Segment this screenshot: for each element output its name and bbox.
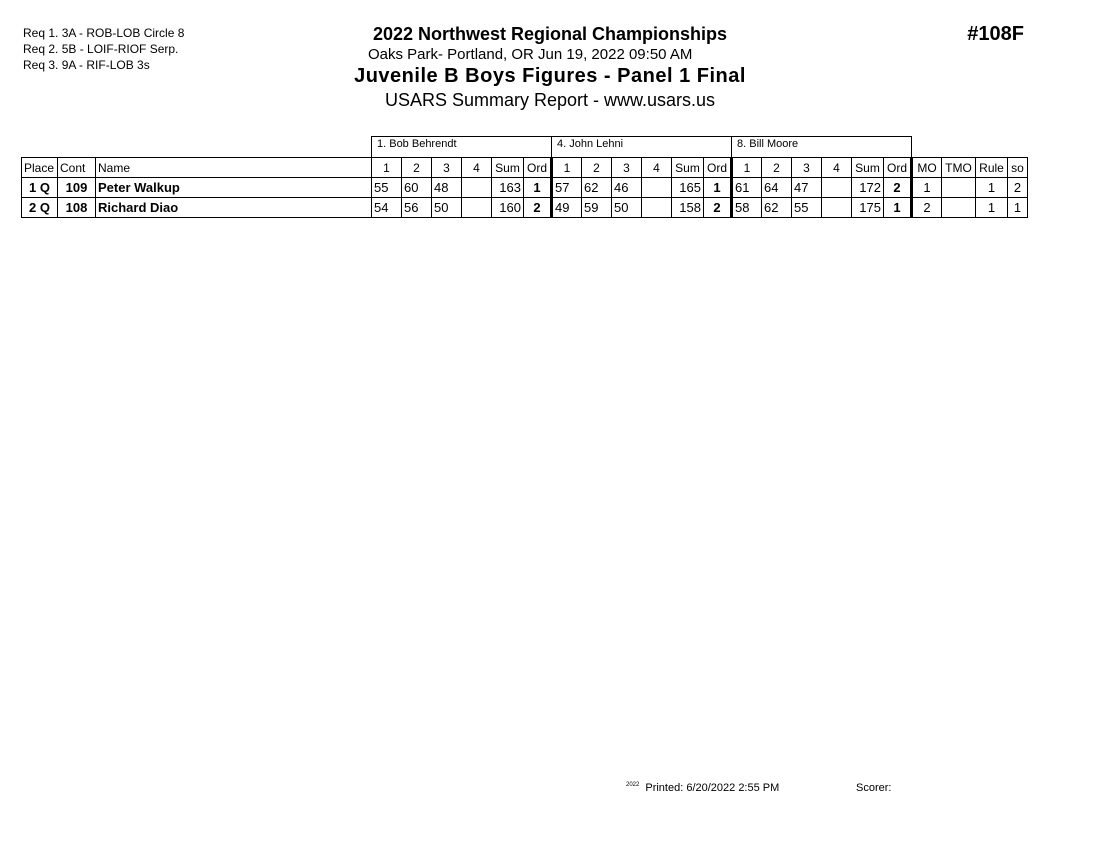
rule-cell: 1: [976, 198, 1008, 218]
results-table: [21, 136, 1028, 218]
sum-cell: 160: [492, 198, 524, 218]
col-j3-2: 2: [762, 158, 792, 178]
col-j2-4: 4: [642, 158, 672, 178]
scorer-label: Scorer:: [856, 782, 892, 794]
ord-cell: 1: [884, 198, 912, 218]
score-cell: [462, 178, 492, 198]
col-name: Name: [96, 158, 372, 178]
place-cell: 2 Q: [22, 198, 58, 218]
col-j2-ord: Ord: [704, 158, 732, 178]
so-cell: 1: [1008, 198, 1028, 218]
score-cell: 55: [372, 178, 402, 198]
tmo-cell: [942, 198, 976, 218]
judge-2-name: 4. John Lehni: [552, 137, 732, 158]
score-cell: 49: [552, 198, 582, 218]
col-j1-sum: Sum: [492, 158, 524, 178]
skater-name: Peter Walkup: [96, 178, 372, 198]
judge-3-name: 8. Bill Moore: [732, 137, 912, 158]
score-cell: 62: [762, 198, 792, 218]
column-header-row: [22, 158, 1028, 178]
col-cont: Cont: [58, 158, 96, 178]
score-cell: [642, 178, 672, 198]
score-cell: 57: [552, 178, 582, 198]
cont-cell: 109: [58, 178, 96, 198]
printed-info: [626, 782, 779, 794]
col-place: Place: [22, 158, 58, 178]
col-j3-4: 4: [822, 158, 852, 178]
sum-cell: 158: [672, 198, 704, 218]
score-cell: 58: [732, 198, 762, 218]
score-cell: [642, 198, 672, 218]
score-cell: 62: [582, 178, 612, 198]
score-cell: 56: [402, 198, 432, 218]
table-row: [22, 198, 1028, 218]
ord-cell: 2: [884, 178, 912, 198]
score-cell: 48: [432, 178, 462, 198]
score-cell: [822, 178, 852, 198]
rule-cell: 1: [976, 178, 1008, 198]
col-j3-3: 3: [792, 158, 822, 178]
place-cell: 1 Q: [22, 178, 58, 198]
col-j3-sum: Sum: [852, 158, 884, 178]
requirement-1: Req 1. 3A - ROB-LOB Circle 8: [23, 26, 185, 40]
ord-cell: 2: [704, 198, 732, 218]
competition-title: 2022 Northwest Regional Championships: [372, 24, 728, 44]
score-cell: 61: [732, 178, 762, 198]
tiny-mark: 2022: [626, 782, 640, 788]
score-cell: 59: [582, 198, 612, 218]
col-j2-2: 2: [582, 158, 612, 178]
so-cell: 2: [1008, 178, 1028, 198]
col-j1-1: 1: [372, 158, 402, 178]
cont-cell: 108: [58, 198, 96, 218]
score-cell: 54: [372, 198, 402, 218]
col-j1-4: 4: [462, 158, 492, 178]
ord-cell: 1: [704, 178, 732, 198]
col-j2-3: 3: [612, 158, 642, 178]
col-j3-1: 1: [732, 158, 762, 178]
judges-row: [22, 137, 1028, 158]
score-cell: 50: [432, 198, 462, 218]
sum-cell: 165: [672, 178, 704, 198]
score-cell: 46: [612, 178, 642, 198]
mo-cell: 1: [912, 178, 942, 198]
location-date: Oaks Park- Portland, OR Jun 19, 2022 09:50 AM: [368, 46, 693, 63]
requirement-3: Req 3. 9A - RIF-LOB 3s: [23, 58, 150, 72]
table-row: [22, 178, 1028, 198]
event-number: #108F: [967, 23, 1024, 45]
event-title: Juvenile B Boys Figures - Panel 1 Final: [354, 65, 746, 87]
col-j3-ord: Ord: [884, 158, 912, 178]
printed-date: Printed: 6/20/2022 2:55 PM: [645, 782, 780, 794]
sum-cell: 172: [852, 178, 884, 198]
tmo-cell: [942, 178, 976, 198]
ord-cell: 2: [524, 198, 552, 218]
sum-cell: 175: [852, 198, 884, 218]
mo-cell: 2: [912, 198, 942, 218]
score-cell: 55: [792, 198, 822, 218]
col-j2-sum: Sum: [672, 158, 704, 178]
requirement-2: Req 2. 5B - LOIF-RIOF Serp.: [23, 42, 179, 56]
score-cell: [462, 198, 492, 218]
col-j2-1: 1: [552, 158, 582, 178]
score-cell: [822, 198, 852, 218]
col-j1-ord: Ord: [524, 158, 552, 178]
col-j1-3: 3: [432, 158, 462, 178]
score-cell: 47: [792, 178, 822, 198]
score-cell: 60: [402, 178, 432, 198]
col-mo: MO: [912, 158, 942, 178]
judge-1-name: 1. Bob Behrendt: [372, 137, 552, 158]
col-rule: Rule: [976, 158, 1008, 178]
sum-cell: 163: [492, 178, 524, 198]
score-cell: 50: [612, 198, 642, 218]
score-cell: 64: [762, 178, 792, 198]
col-so: so: [1008, 158, 1028, 178]
col-j1-2: 2: [402, 158, 432, 178]
report-title: USARS Summary Report - www.usars.us: [384, 90, 716, 110]
skater-name: Richard Diao: [96, 198, 372, 218]
col-tmo: TMO: [942, 158, 976, 178]
ord-cell: 1: [524, 178, 552, 198]
requirements-list: [23, 25, 184, 73]
